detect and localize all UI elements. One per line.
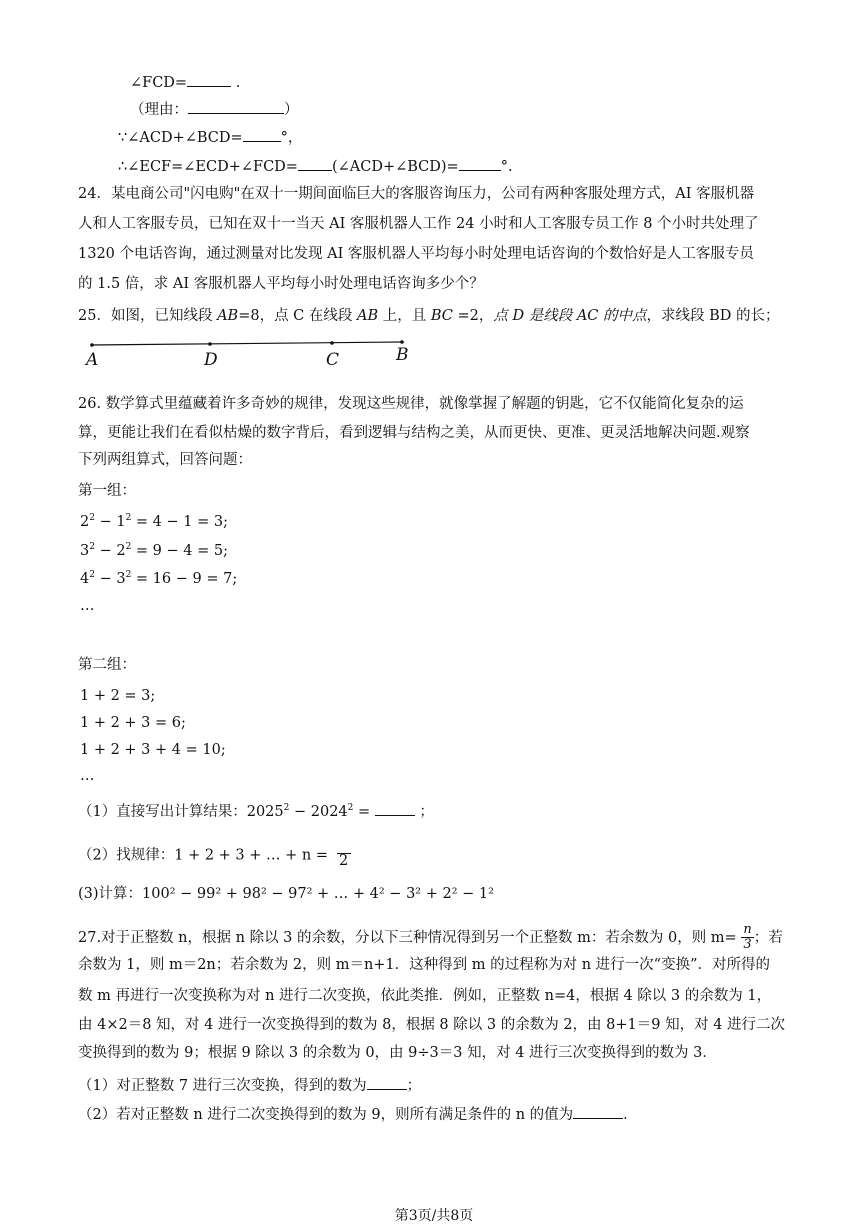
group2-ellipsis: … (80, 768, 95, 784)
fraction-n-over-3: $\frac{n}{3}$ (743, 922, 752, 953)
answer-blank[interactable] (367, 1075, 407, 1090)
label-point-d: D (204, 350, 218, 370)
q24-line-1: 24．某电商公司"闪电购"在双十一期间面临巨大的客服咨询压力，公司有两种客服处理方式，AI 客服机器 (78, 186, 755, 202)
group1-ellipsis: … (80, 598, 95, 614)
q23-line-fcd: ∠FCD= . (130, 72, 240, 92)
q25-text: 25．如图，已知线段 AB=8，点 C 在线段 AB 上，且 BC =2，点 D 是线段 AC 的中点，求线段 BD 的长； (78, 308, 780, 324)
q24-line-4: 的 1.5 倍，求 AI 客服机器人平均每小时处理电话咨询多少个？ (78, 276, 484, 292)
group1-eq-3: $4^2 - 3^2 = 16 - 9 = 7$; (80, 570, 238, 587)
fraction: 2 (337, 841, 351, 870)
q23-line-reason: （理由： ） (130, 99, 299, 119)
page-footer: 第3页/共8页 (394, 1208, 474, 1224)
q26-part2: （2）找规律：1 + 2 + 3 + … + n = 2 (78, 841, 351, 870)
group1-eq-1: $2^2 - 1^2 = 4 - 1 = 3$; (80, 513, 228, 530)
group1-title: 第一组： (78, 483, 136, 499)
answer-blank[interactable] (298, 156, 332, 171)
point-a-dot (90, 343, 94, 347)
group2-title: 第二组： (78, 657, 136, 673)
q27-line-5: 变换得到的数为 9；根据 9 除以 3 的余数为 0，由 9÷3＝3 知，对 4 进行三次变换得到的数为 3． (78, 1045, 717, 1061)
answer-blank[interactable] (459, 156, 501, 171)
q27-part1: （1）对正整数 7 进行三次变换，得到的数为 ； (78, 1075, 421, 1095)
answer-blank[interactable] (187, 72, 231, 87)
label-point-a: A (86, 350, 99, 370)
q27-line-4: 由 4×2＝8 知，对 4 进行一次变换得到的数为 8，根据 8 除以 3 的余数为 2，由 8+1＝9 知，对 4 进行二次 (78, 1017, 786, 1033)
group2-eq-1: 1 + 2 = 3; (80, 688, 156, 704)
q26-part3: (3)计算：100² − 99² + 98² − 97² + … + 4² − 3² + 2² − 1² (78, 886, 494, 902)
q27-part2: （2）若对正整数 n 进行二次变换得到的数为 9，则所有满足条件的 n 的值为 ． (78, 1104, 638, 1124)
segment-ab (92, 342, 402, 345)
q24-line-3: 1320 个电话咨询，通过测量对比发现 AI 客服机器人平均每小时处理电话咨询的个数恰好是人工客服专员 (78, 246, 754, 262)
answer-blank[interactable] (573, 1104, 623, 1119)
q26-intro-2: 算，更能让我们在看似枯燥的数字背后，看到逻辑与结构之美，从而更快、更准、更灵活地解决问题.观察 (78, 425, 750, 441)
answer-blank[interactable] (243, 127, 281, 142)
point-b-dot (400, 340, 404, 344)
q26-intro-1: 26. 数学算式里蕴藏着许多奇妙的规律，发现这些规律，就像掌握了解题的钥匙，它不仅能简化复杂的运 (78, 396, 744, 412)
q26-intro-3: 下列两组算式，回答问题： (78, 452, 252, 468)
point-d-dot (208, 342, 212, 346)
label-point-c: C (326, 350, 340, 370)
q27-line-1: 27.对于正整数 n，根据 n 除以 3 的余数，分以下三种情况得到另一个正整数 m：若余数为 0，则 m= $\frac{n}{3}$ ；若 (78, 922, 783, 953)
label-point-b: B (396, 345, 409, 365)
q27-line-3: 数 m 再进行一次变换称为对 n 进行二次变换，依此类推．例如，正整数 n=4，根据 4 除以 3 的余数为 1， (78, 988, 772, 1004)
q27-line-2: 余数为 1，则 m＝2n；若余数为 2，则 m＝n+1．这种得到 m 的过程称为对 n 进行一次“变换”．对所得的 (78, 957, 771, 973)
point-c-dot (330, 341, 334, 345)
q23-line-ecf: ∴∠ECF=∠ECD+∠FCD= (∠ACD+∠BCD)= °. (118, 156, 513, 176)
q26-part1: （1）直接写出计算结果：$2025^2 - 2024^2$ = ； (78, 803, 434, 820)
line-segment-diagram (80, 336, 430, 372)
group2-eq-3: 1 + 2 + 3 + 4 = 10; (80, 742, 226, 758)
reason-blank[interactable] (188, 99, 284, 114)
q23-line-sum: ∵∠ACD+∠BCD= °， (118, 127, 302, 147)
q24-line-2: 人和人工客服专员，已知在双十一当天 AI 客服机器人工作 24 小时和人工客服专员工作 8 个小时共处理了 (78, 216, 759, 232)
group1-eq-2: $3^2 - 2^2 = 9 - 4 = 5$; (80, 542, 228, 559)
group2-eq-2: 1 + 2 + 3 = 6; (80, 715, 186, 731)
answer-blank[interactable] (375, 801, 415, 816)
